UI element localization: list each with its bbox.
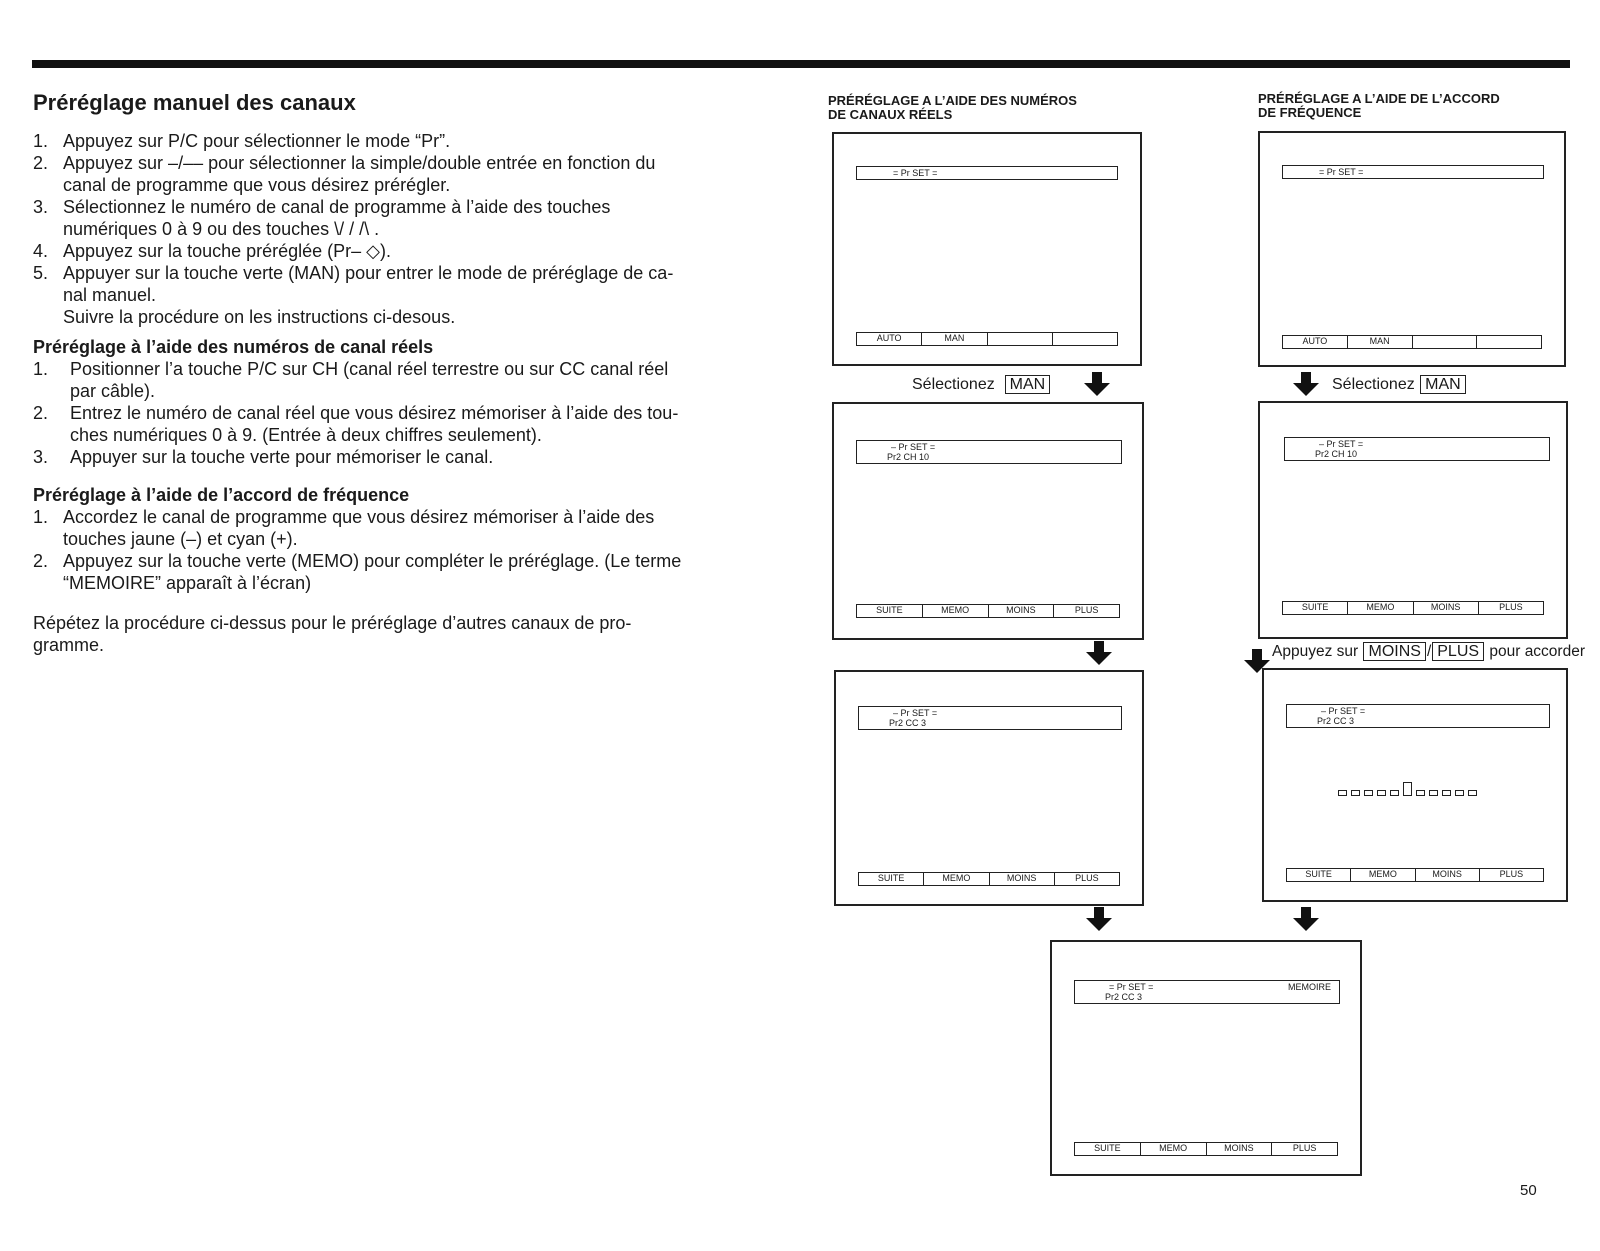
page-title: Préréglage manuel des canaux [33, 90, 356, 115]
screen-a2 [832, 402, 1144, 640]
plus-key-label: PLUS [1432, 642, 1484, 661]
top-rule [32, 60, 1570, 68]
tuning-segment [1377, 790, 1386, 796]
tuning-segment [1338, 790, 1347, 796]
osd-title-box: – Pr SET = Pr2 CH 10 [856, 440, 1122, 464]
main-steps [33, 130, 773, 328]
tuning-segment [1416, 790, 1425, 796]
section-heading-reels: Préréglage à l’aide des numéros de canal réels [33, 337, 434, 357]
man-key-label: MAN [1420, 375, 1466, 394]
list-item: 5. Appuyer sur la touche verte (MAN) pour entrer le mode de préréglage de ca- nal manuel. Suivre la procédure on les instructions ci-desous. [33, 263, 674, 327]
osd-title-box: – Pr SET = Pr2 CH 10 [1284, 437, 1550, 461]
caption-select-a: Sélectionez MAN [912, 375, 1051, 395]
list-item: 1. Positionner l’a touche P/C sur CH (canal réel terrestre ou sur CC canal réel par câble). [33, 359, 669, 401]
osd-menu-bar: SUITE MEMO MOINS PLUS [856, 604, 1120, 618]
osd-menu-bar: AUTO MAN [1282, 335, 1542, 349]
tuning-segment [1364, 790, 1373, 796]
frequence-steps [33, 506, 773, 594]
list-item: 1. Accordez le canal de programme que vous désirez mémoriser à l’aide des touches jaune (–) et cyan (+). [33, 507, 655, 549]
tuning-segment [1351, 790, 1360, 796]
list-item: 2. Appuyez sur –/–– pour sélectionner la simple/double entrée en fonction du canal de programme que vous désirez prérégler. [33, 153, 656, 195]
screen-b1 [1258, 131, 1566, 367]
list-item: 4. Appuyez sur la touche préréglée (Pr– ◇). [33, 241, 392, 261]
osd-menu-bar: AUTO MAN [856, 332, 1118, 346]
screen-final [1050, 940, 1362, 1176]
osd-menu-bar: SUITE MEMO MOINS PLUS [1286, 868, 1544, 882]
screen-b2 [1258, 401, 1568, 639]
arrow-down-icon [1084, 383, 1110, 396]
osd-menu-bar: SUITE MEMO MOINS PLUS [858, 872, 1120, 886]
screen-a1 [832, 132, 1142, 366]
osd-title-box: = Pr SET = [856, 166, 1118, 180]
osd-title-box: = Pr SET = Pr2 CC 3 MEMOIRE [1074, 980, 1340, 1004]
tuning-segment [1468, 790, 1477, 796]
instructions-column [33, 90, 773, 656]
osd-menu-bar: SUITE MEMO MOINS PLUS [1282, 601, 1544, 615]
caption-tune-b: Appuyez sur MOINS / PLUS pour accorder [1272, 643, 1585, 660]
osd-title-box: – Pr SET = Pr2 CC 3 [1286, 704, 1550, 728]
arrow-down-icon [1293, 383, 1319, 396]
osd-title-box: = Pr SET = [1282, 165, 1544, 179]
screen-a3 [834, 670, 1144, 906]
caption-select-b: Sélectionez MAN [1332, 375, 1467, 395]
col-b-header: PRÉRÉGLAGE A L’AIDE DE L’ACCORD DE FRÉQUENCE [1258, 91, 1500, 120]
arrow-down-icon [1086, 918, 1112, 931]
list-item: 3. Appuyer sur la touche verte pour mémoriser le canal. [33, 447, 494, 467]
arrow-down-icon [1293, 918, 1319, 931]
memoire-label: MEMOIRE [1287, 982, 1331, 992]
page-number: 50 [1520, 1182, 1537, 1199]
tuning-segment [1390, 790, 1399, 796]
tuning-segment [1442, 790, 1451, 796]
list-item: 3. Sélectionnez le numéro de canal de programme à l’aide des touches numériques 0 à 9 ou des touches \/ / /\ . [33, 197, 611, 239]
man-key-label: MAN [1005, 375, 1051, 394]
section-heading-frequence: Préréglage à l’aide de l’accord de fréquence [33, 485, 410, 505]
list-item: 1. Appuyez sur P/C pour sélectionner le mode “Pr”. [33, 131, 451, 151]
tuning-cursor [1403, 782, 1412, 796]
tuning-segment [1429, 790, 1438, 796]
tuning-segment [1455, 790, 1464, 796]
list-item: 2. Entrez le numéro de canal réel que vous désirez mémoriser à l’aide des tou- ches numériques 0 à 9. (Entrée à deux chiffres seulement). [33, 403, 679, 445]
moins-key-label: MOINS [1363, 642, 1425, 661]
repeat-note: Répétez la procédure ci-dessus pour le préréglage d’autres canaux de pro- gramme. [33, 613, 632, 655]
arrow-down-icon [1086, 652, 1112, 665]
osd-title-box: – Pr SET = Pr2 CC 3 [858, 706, 1122, 730]
list-item: 2. Appuyez sur la touche verte (MEMO) pour compléter le préréglage. (Le terme “MEMOIRE” apparaît à l’écran) [33, 551, 682, 593]
reels-steps [33, 358, 773, 468]
col-a-header: PRÉRÉGLAGE A L’AIDE DES NUMÉROS DE CANAUX RÉELS [828, 93, 1077, 122]
osd-menu-bar: SUITE MEMO MOINS PLUS [1074, 1142, 1338, 1156]
tuning-indicator [1338, 782, 1477, 796]
screen-b3 [1262, 668, 1568, 902]
